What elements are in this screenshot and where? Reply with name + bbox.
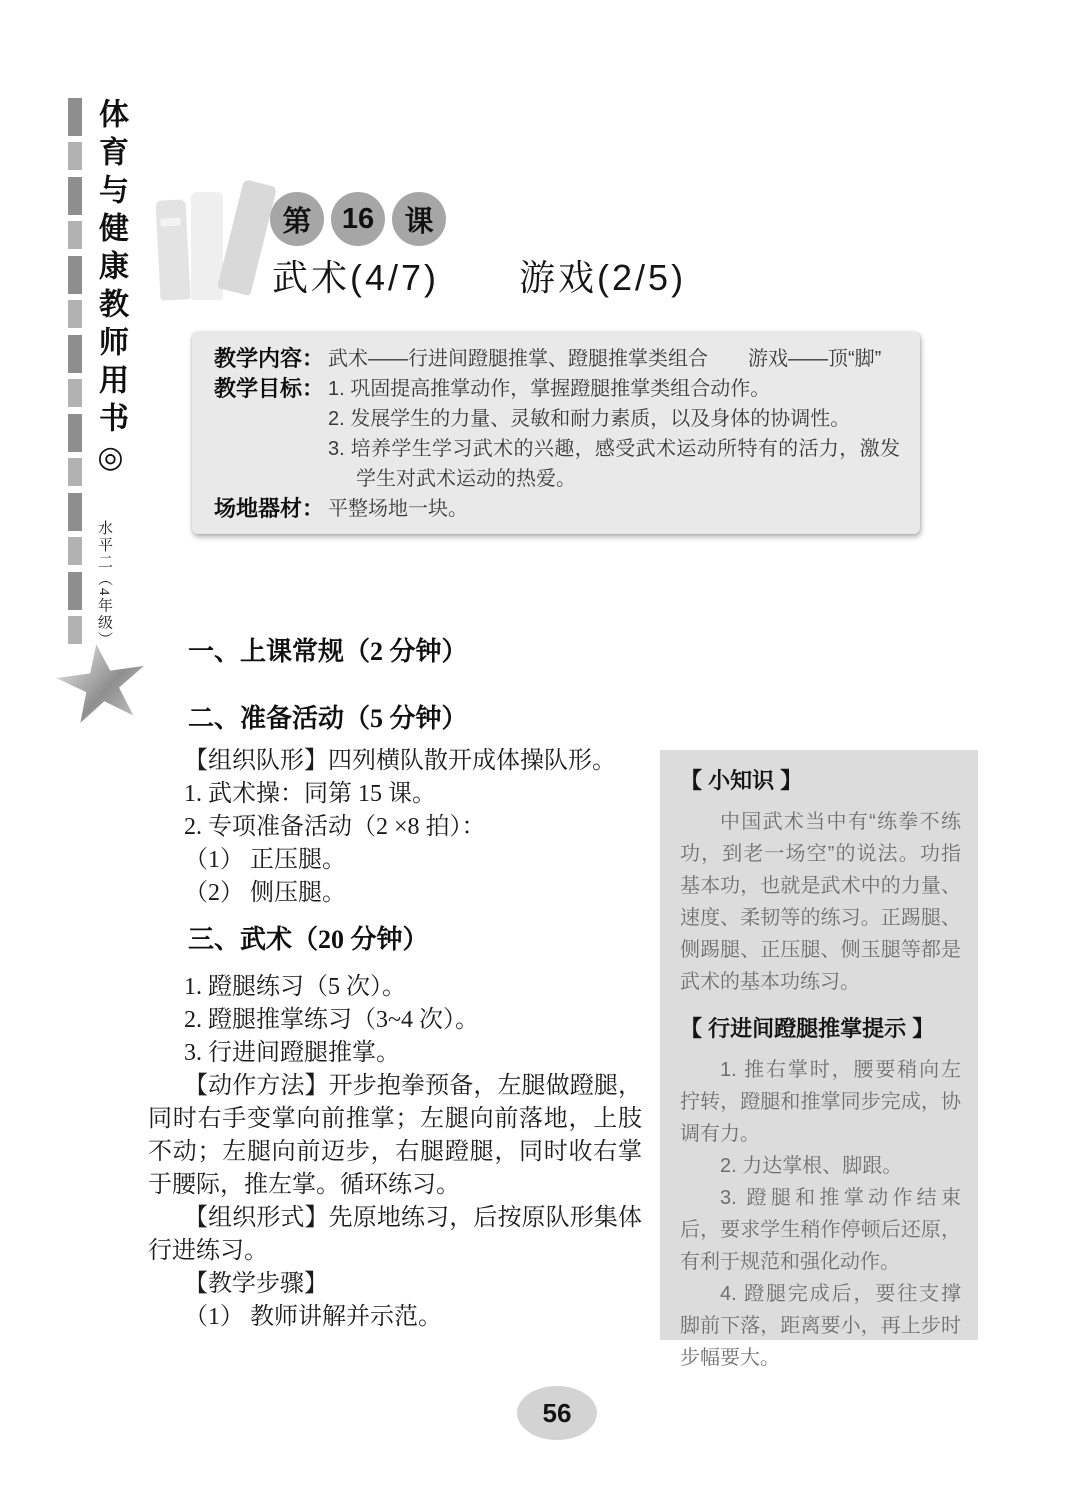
paragraph: 3. 行进间蹬腿推掌。	[184, 1040, 400, 1066]
equipment-text	[328, 494, 900, 524]
tip-item: 4. 蹬腿完成后，要往支撑脚前下落，距离要小，再上步时步幅要大。	[680, 1283, 961, 1369]
paragraph: 2. 专项准备活动（2 ×8 拍）：	[184, 814, 486, 840]
book-shape-right	[217, 179, 277, 296]
page-number-badge: 56	[517, 1386, 597, 1440]
paragraph: 【教学步骤】	[184, 1271, 328, 1297]
info-row-objectives	[214, 374, 900, 494]
knowledge-tips-box	[660, 750, 978, 1369]
equipment-line: 平整场地一块。	[328, 498, 468, 520]
paragraph: 【组织形式】先原地练习，后按原队形集体行进练习。	[148, 1205, 642, 1264]
teaching-info-box	[192, 332, 920, 534]
objective-list	[328, 374, 900, 494]
lesson-subtitle	[272, 250, 686, 301]
lesson-body	[148, 634, 642, 1334]
objective-item: 3. 培养学生学习武术的兴趣，感受武术运动所特有的活力，激发学生对武术运动的热爱。	[328, 438, 900, 490]
objective-item: 1. 巩固提高推掌动作，掌握蹬腿推掌类组合动作。	[328, 378, 771, 400]
tip-item: 2. 力达掌根、脚跟。	[720, 1155, 903, 1177]
content-label: 教学内容：	[214, 346, 325, 371]
paragraph: 1. 蹬腿练习（5 次）。	[184, 974, 406, 1000]
info-row-equipment	[214, 494, 900, 524]
paragraph: （1） 正压腿。	[184, 847, 346, 873]
paragraph: 【组织队形】四列横队散开成体操队形。	[184, 748, 616, 774]
section-2-paragraphs	[148, 745, 642, 910]
section-heading-1: 一、上课常规（2 分钟）	[188, 637, 468, 666]
paragraph: （1） 教师讲解并示范。	[184, 1304, 442, 1330]
book-title-vertical: 体育与健康教师用书◎	[94, 98, 127, 483]
knowledge-title: 【 小知识 】	[680, 768, 803, 793]
info-row-content	[214, 344, 900, 374]
paragraph: 【动作方法】开步抱拳预备，左腿做蹬腿，同时右手变掌向前推掌；左腿向前落地，上肢不动；左腿向前迈步，右腿蹬腿，同时收右掌于腰际，推左掌。循环练习。	[148, 1073, 642, 1198]
tips-title: 【 行进间蹬腿推掌提示 】	[680, 1016, 935, 1041]
subtitle-youxi: 游戏(2/5)	[519, 257, 687, 298]
badge-circle-number: 16	[331, 192, 385, 246]
badge-circle-di: 第	[270, 192, 324, 246]
content-text	[328, 344, 900, 374]
section-heading-3: 三、武术（20 分钟）	[188, 925, 429, 954]
tip-item: 3. 蹬腿和推掌动作结束后，要求学生稍作停顿后还原，有利于规范和强化动作。	[680, 1187, 961, 1273]
books-icon	[158, 186, 278, 304]
sidebar-decorative-strip	[68, 98, 82, 646]
paragraph: 1. 武术操：同第 15 课。	[184, 781, 436, 807]
subtitle-wushu: 武术(4/7)	[272, 257, 440, 298]
tip-item: 1. 推右掌时，腰要稍向左拧转，蹬腿和推掌同步完成，协调有力。	[680, 1059, 961, 1145]
knowledge-text: 中国武术当中有“练拳不练功，到老一场空”的说法。功指基本功，也就是武术中的力量、速度、柔韧等的练习。正踢腿、侧踢腿、正压腿、侧玉腿等都是武术的基本功练习。	[680, 811, 961, 993]
objective-item: 2. 发展学生的力量、灵敏和耐力素质，以及身体的协调性。	[328, 408, 851, 430]
section-3-paragraphs	[148, 971, 642, 1334]
objective-label: 教学目标：	[214, 376, 325, 401]
badge-circle-ke: 课	[392, 192, 446, 246]
content-line: 武术——行进间蹬腿推掌、蹬腿推掌类组合 游戏——顶“脚”	[328, 348, 882, 370]
section-heading-2: 二、准备活动（5 分钟）	[188, 704, 468, 733]
paragraph: 2. 蹬腿推掌练习（3~4 次）。	[184, 1007, 479, 1033]
grade-level-label: 水平二（4年级）	[96, 520, 112, 649]
lesson-number-badge	[270, 192, 446, 246]
paragraph: （2） 侧压腿。	[184, 880, 346, 906]
equipment-label: 场地器材：	[214, 496, 325, 521]
book-shape-left	[155, 199, 190, 300]
